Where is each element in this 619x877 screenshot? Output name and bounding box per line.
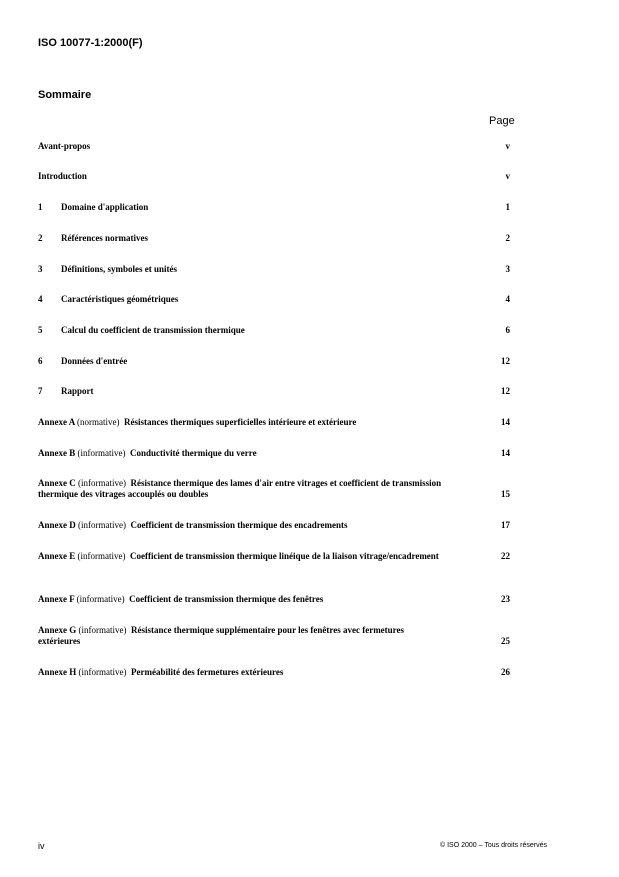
annex-label: Annexe D [38, 520, 76, 530]
toc-entry-title: Perméabilité des fermetures extérieures [130, 667, 284, 677]
toc-entry-number: 3 [38, 264, 43, 274]
toc-annex-entry[interactable] [38, 448, 518, 459]
annex-type: (informative) [77, 448, 126, 458]
toc-entry-title: Coefficient de transmission thermique linéique de la liaison vitrage/encadrement [130, 551, 439, 561]
toc-entry-title: Résistances thermiques superficielles intérieure et extérieure [124, 417, 357, 427]
toc-entry-title: Références normatives [61, 233, 149, 243]
toc-annex-entry[interactable] [38, 478, 518, 500]
toc-entry-page: 12 [501, 386, 510, 396]
annex-type: (informative) [76, 594, 125, 604]
toc-entry[interactable] [38, 141, 518, 152]
toc-entry-title: Coefficient de transmission thermique des encadrements [130, 520, 348, 530]
toc-entry-title: Calcul du coefficient de transmission thermique [61, 325, 245, 335]
toc-entry-page: 12 [501, 356, 510, 366]
annex-label: Annexe A [38, 417, 75, 427]
toc-entry[interactable] [38, 171, 518, 182]
toc-entry-title: Introduction [38, 171, 87, 181]
annex-type: (informative) [78, 667, 127, 677]
annex-type: (informative) [78, 520, 126, 530]
annex-label: Annexe C [38, 478, 76, 488]
toc-entry[interactable] [38, 202, 518, 213]
toc-entry[interactable] [38, 294, 518, 305]
toc-entry[interactable] [38, 386, 518, 397]
toc-entry[interactable] [38, 264, 518, 275]
toc-entry-page: 25 [501, 636, 510, 646]
toc-entry-title: Caractéristiques géométriques [61, 294, 179, 304]
toc-entry-page: 22 [501, 551, 510, 561]
toc-entry-number: 1 [38, 202, 43, 212]
toc-entry-title: Résistance thermique des lames d'air entre vitrages et coefficient de transmission thermique des vitrages accouplés ou doubles [38, 478, 442, 499]
annex-label: Annexe H [38, 667, 77, 677]
toc-entry-page: 23 [501, 594, 510, 604]
toc-entry-number: 2 [38, 233, 43, 243]
toc-entry-title: Avant-propos [38, 141, 91, 151]
toc-entry-title: Rapport [61, 386, 94, 396]
toc-entry-page: 1 [505, 202, 510, 212]
toc-entry-page: 26 [501, 667, 510, 677]
toc-annex-entry[interactable] [38, 417, 518, 428]
toc-entry-page: 6 [505, 325, 510, 335]
annex-type: (informative) [78, 478, 126, 488]
page-column-header: Page [489, 115, 515, 127]
toc-entry[interactable] [38, 325, 518, 336]
toc-entry-number: 4 [38, 294, 43, 304]
annex-type: (informative) [78, 625, 127, 635]
annex-type: (normative) [77, 417, 120, 427]
annex-label: Annexe E [38, 551, 76, 561]
toc-annex-entry[interactable] [38, 520, 518, 531]
toc-entry-title: Résistance thermique supplémentaire pour les fenêtres avec fermetures extérieures [38, 625, 405, 646]
toc-entry-page: v [505, 171, 510, 181]
toc-entry-title: Coefficient de transmission thermique des fenêtres [129, 594, 324, 604]
toc-annex-entry[interactable] [38, 625, 518, 647]
toc-entry-title: Données d'entrée [61, 356, 128, 366]
toc-entry-number: 5 [38, 325, 43, 335]
toc-entry-page: 14 [501, 448, 510, 458]
toc-entry-number: 6 [38, 356, 43, 366]
toc-annex-entry[interactable] [38, 551, 518, 562]
annex-label: Annexe F [38, 594, 75, 604]
toc-entry-page: 4 [505, 294, 510, 304]
toc-annex-entry[interactable] [38, 594, 518, 605]
toc-entry-page: 15 [501, 489, 510, 499]
annex-type: (informative) [77, 551, 126, 561]
toc-entry-page: 14 [501, 417, 510, 427]
toc-entry[interactable] [38, 356, 518, 367]
toc-entry-page: 2 [505, 233, 510, 243]
annex-label: Annexe G [38, 625, 77, 635]
document-id: ISO 10077-1:2000(F) [38, 37, 143, 49]
toc-entry-number: 7 [38, 386, 43, 396]
toc-entry[interactable] [38, 233, 518, 244]
toc-entry-page: v [505, 141, 510, 151]
toc-annex-entry[interactable] [38, 667, 518, 678]
toc-entry-title: Domaine d'application [61, 202, 149, 212]
toc-entry-title: Conductivité thermique du verre [130, 448, 257, 458]
footer-copyright: © ISO 2000 – Tous droits réservés [440, 842, 547, 849]
page-title: Sommaire [38, 89, 92, 101]
toc-entry-page: 17 [501, 520, 510, 530]
annex-label: Annexe B [38, 448, 76, 458]
toc-entry-title: Définitions, symboles et unités [61, 264, 178, 274]
toc-entry-page: 3 [505, 264, 510, 274]
footer-page-number: iv [38, 841, 45, 851]
